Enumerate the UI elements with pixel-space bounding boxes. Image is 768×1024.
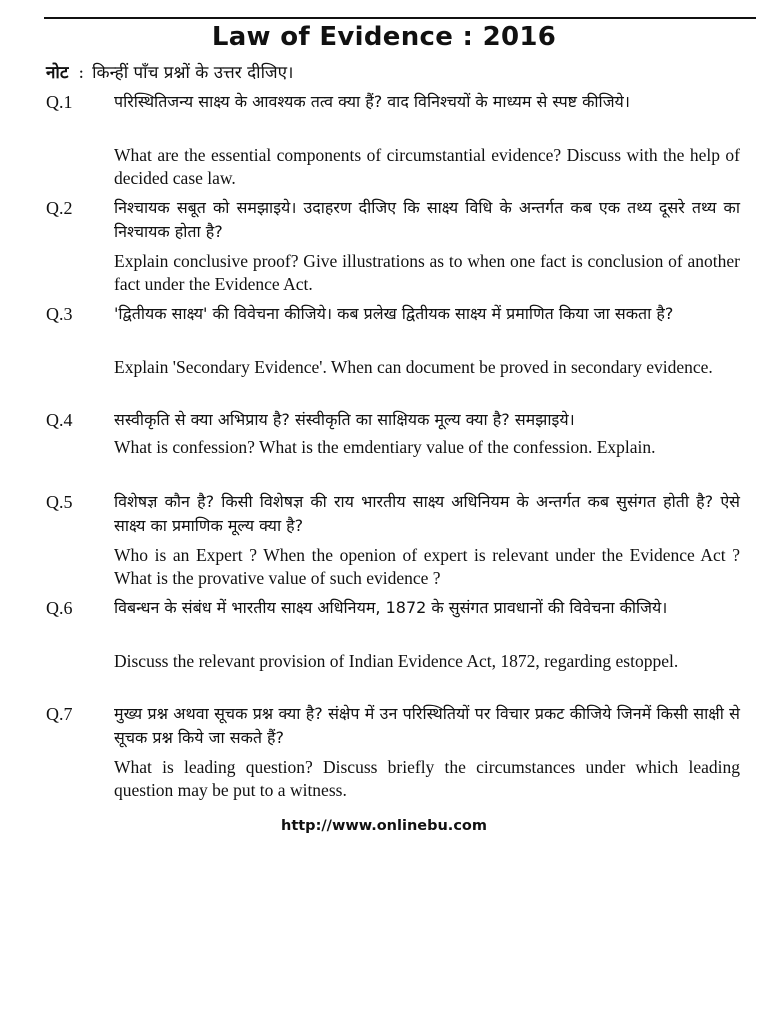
page-title: Law of Evidence : 2016 xyxy=(211,22,557,52)
question-english: What is leading question? Discuss briefly the circumstances under which leading question may be put to a witness. xyxy=(114,757,740,800)
question-english: What are the essential components of circumstantial evidence? Discuss with the help of decided case law. xyxy=(114,145,740,188)
question-hindi: विबन्धन के संबंध में भारतीय साक्ष्य अधिनियम, 1872 के सुसंगत प्रावधानों की विवेचना कीजिये। xyxy=(114,598,668,617)
instruction-note xyxy=(46,62,293,84)
question-english: What is confession? What is the emdentiary value of the confession. Explain. xyxy=(114,437,656,457)
question-number: Q.4 xyxy=(46,410,73,430)
question-hindi: मुख्य प्रश्न अथवा सूचक प्रश्न क्या है? संक्षेप में उन परिस्थितियों पर विचार प्रकट कीजिये जिनमें किसी साक्षी से सूचक प्रश्न किये जा सकते हैं? xyxy=(114,704,740,747)
question-number: Q.7 xyxy=(46,704,73,724)
question-number: Q.2 xyxy=(46,198,73,218)
question-hindi: सस्वीकृति से क्या अभिप्राय है? संस्वीकृति का साक्षियक मूल्य क्या है? समझाइये। xyxy=(114,410,575,429)
question-number: Q.3 xyxy=(46,304,73,324)
question-english: Discuss the relevant provision of Indian Evidence Act, 1872, regarding estoppel. xyxy=(114,651,679,671)
question-english: Explain conclusive proof? Give illustrations as to when one fact is conclusion of another fact under the Evidence Act. xyxy=(114,251,740,294)
question-number: Q.5 xyxy=(46,492,73,512)
note-text: किन्हीं पाँच प्रश्नों के उत्तर दीजिए। xyxy=(92,63,294,83)
question-english: Who is an Expert ? When the openion of expert is relevant under the Evidence Act ? What is the provative value of such evidence ? xyxy=(114,545,740,588)
question-hindi: विशेषज्ञ कौन है? किसी विशेषज्ञ की राय भारतीय साक्ष्य अधिनियम के अन्तर्गत कब सुसंगत होती है? ऐसे साक्ष्य का प्रमाणिक मूल्य क्या है? xyxy=(114,492,740,535)
note-label: नोट xyxy=(46,63,69,83)
footer-url: http://www.onlinebu.com xyxy=(281,818,487,834)
question-hindi: परिस्थितिजन्य साक्ष्य के आवश्यक तत्व क्या हैं? वाद विनिश्चयों के माध्यम से स्पष्ट कीजिये। xyxy=(114,92,630,111)
question-hindi: निश्चायक सबूत को समझाइये। उदाहरण दीजिए कि साक्ष्य विधि के अन्तर्गत कब एक तथ्य दूसरे तथ्य का निश्चायक होता है? xyxy=(114,198,740,241)
question-number: Q.6 xyxy=(46,598,73,618)
question-english: Explain 'Secondary Evidence'. When can document be proved in secondary evidence. xyxy=(114,357,713,377)
question-number: Q.1 xyxy=(46,92,73,112)
note-separator: : xyxy=(78,63,85,83)
top-rule xyxy=(44,17,756,19)
question-hindi: 'द्वितीयक साक्ष्य' की विवेचना कीजिये। कब प्रलेख द्वितीयक साक्ष्य में प्रमाणित किया जा सकता है? xyxy=(114,304,674,323)
